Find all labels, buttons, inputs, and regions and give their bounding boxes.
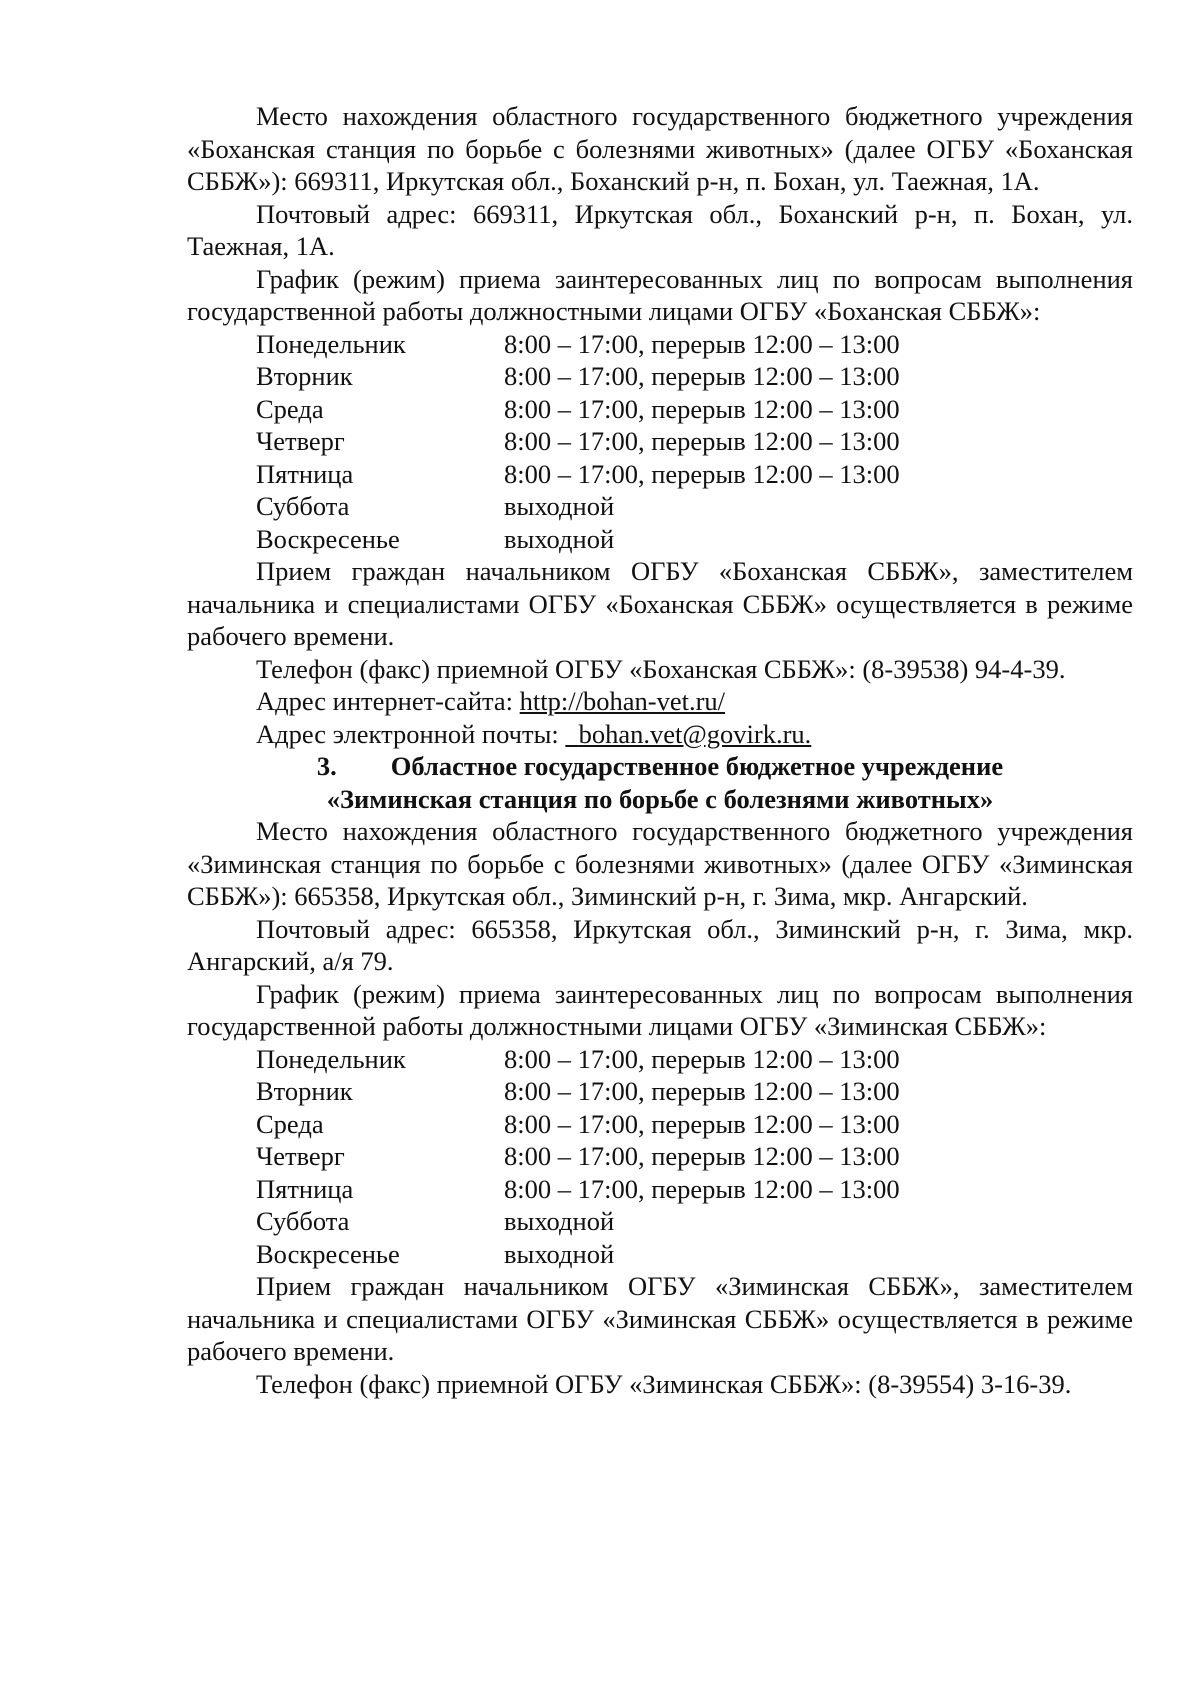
schedule-day: Суббота [256,491,350,521]
schedule-hours: 8:00 – 17:00, перерыв 12:00 – 13:00 [504,328,900,359]
section-number: 3. [316,751,337,781]
bohan-schedule-intro: График (режим) приема заинтересованных лиц по вопросам выполнения государственной работы должностными лицами ОГБУ «Боханская СББЖ»: [187,263,1133,326]
schedule-row [256,458,900,491]
bohan-email-line [187,718,1133,751]
schedule-day: Вторник [256,1076,353,1106]
schedule-row [256,1043,900,1076]
section-title-line1: Областное государственное бюджетное учреждение [390,751,1004,781]
email-address: bohan.vet@govirk.ru. [578,718,812,749]
schedule-hours: 8:00 – 17:00, перерыв 12:00 – 13:00 [504,393,900,424]
schedule-day: Среда [256,393,324,424]
schedule-row [256,523,900,556]
schedule-day: Среда [256,1108,324,1139]
schedule-row [256,1075,900,1108]
schedule-day: Суббота [256,1206,350,1236]
website-label: Адрес интернет-сайта: [256,686,514,716]
schedule-hours: 8:00 – 17:00, перерыв 12:00 – 13:00 [504,1108,900,1139]
email-label: Адрес электронной почты: [256,718,559,749]
zima-reception-paragraph: Прием граждан начальником ОГБУ «Зиминская СББЖ», заместителем начальника и специалистами ОГБУ «Зиминская СББЖ» осуществляется в режиме рабочего времени. [187,1271,1133,1366]
bohan-postal-address: Почтовый адрес: 669311, Иркутская обл., Боханский р-н, п. Бохан, ул. Таежная, 1А. [187,198,1133,261]
schedule-row [256,425,900,458]
schedule-hours: выходной [504,1206,615,1236]
schedule-day: Четверг [256,426,345,456]
schedule-row [256,490,900,523]
schedule-day: Вторник [256,361,353,391]
schedule-hours: 8:00 – 17:00, перерыв 12:00 – 13:00 [504,458,900,489]
schedule-hours: выходной [504,491,615,521]
schedule-day: Воскресенье [256,1238,400,1269]
schedule-hours: выходной [504,1238,615,1269]
schedule-row [256,1140,900,1173]
schedule-row [256,393,900,426]
schedule-hours: выходной [504,523,615,554]
bohan-website-line [187,685,1133,718]
schedule-hours: 8:00 – 17:00, перерыв 12:00 – 13:00 [504,1043,900,1074]
bohan-reception-paragraph: Прием граждан начальником ОГБУ «Боханская СББЖ», заместителем начальника и специалистами ОГБУ «Боханская СББЖ» осуществляется в режиме рабочего времени. [187,556,1133,651]
bohan-location-paragraph: Место нахождения областного государственного бюджетного учреждения «Боханская станция по борьбе с болезнями животных» (далее ОГБУ «Боханская СББЖ»): 669311, Иркутская обл., Боханский р-н, п. Бохан, ул. Таежная, 1А. [187,101,1133,196]
zima-schedule-intro: График (режим) приема заинтересованных лиц по вопросам выполнения государственной работы должностными лицами ОГБУ «Зиминская СББЖ»: [187,978,1133,1041]
schedule-day: Понедельник [256,328,406,359]
zima-postal-address: Почтовый адрес: 665358, Иркутская обл., Зиминский р-н, г. Зима, мкр. Ангарский, а/я 79. [187,913,1133,976]
schedule-hours: 8:00 – 17:00, перерыв 12:00 – 13:00 [504,1141,900,1171]
schedule-day: Воскресенье [256,523,400,554]
bohan-phone: Телефон (факс) приемной ОГБУ «Боханская СББЖ»: (8-39538) 94-4-39. [256,653,1066,684]
website-link[interactable]: http://bohan-vet.ru/ [519,686,726,716]
schedule-day: Пятница [256,1173,354,1204]
zima-phone: Телефон (факс) приемной ОГБУ «Зиминская СББЖ»: (8-39554) 3-16-39. [256,1368,1072,1399]
schedule-day: Четверг [256,1141,345,1171]
schedule-hours: 8:00 – 17:00, перерыв 12:00 – 13:00 [504,361,900,391]
schedule-day: Понедельник [256,1043,406,1074]
zima-location-paragraph: Место нахождения областного государственного бюджетного учреждения «Зиминская станция по борьбе с болезнями животных» (далее ОГБУ «Зиминская СББЖ»): 665358, Иркутская обл., Зиминский р-н, г. Зима, мкр. Ангарский. [187,816,1133,911]
document-page [187,100,1133,1400]
schedule-row [256,1173,900,1206]
schedule-day: Пятница [256,458,354,489]
schedule-row [256,1205,900,1238]
schedule-hours: 8:00 – 17:00, перерыв 12:00 – 13:00 [504,1173,900,1204]
schedule-row [256,360,900,393]
email-link[interactable] [565,719,811,749]
schedule-hours: 8:00 – 17:00, перерыв 12:00 – 13:00 [504,426,900,456]
bohan-schedule-table [256,328,900,556]
zima-schedule-table [256,1043,900,1271]
section-heading [187,750,1133,783]
schedule-row [256,328,900,361]
section-title-line2: «Зиминская станция по борьбе с болезнями животных» [326,783,994,814]
schedule-row [256,1108,900,1141]
schedule-row [256,1238,900,1271]
schedule-hours: 8:00 – 17:00, перерыв 12:00 – 13:00 [504,1076,900,1106]
